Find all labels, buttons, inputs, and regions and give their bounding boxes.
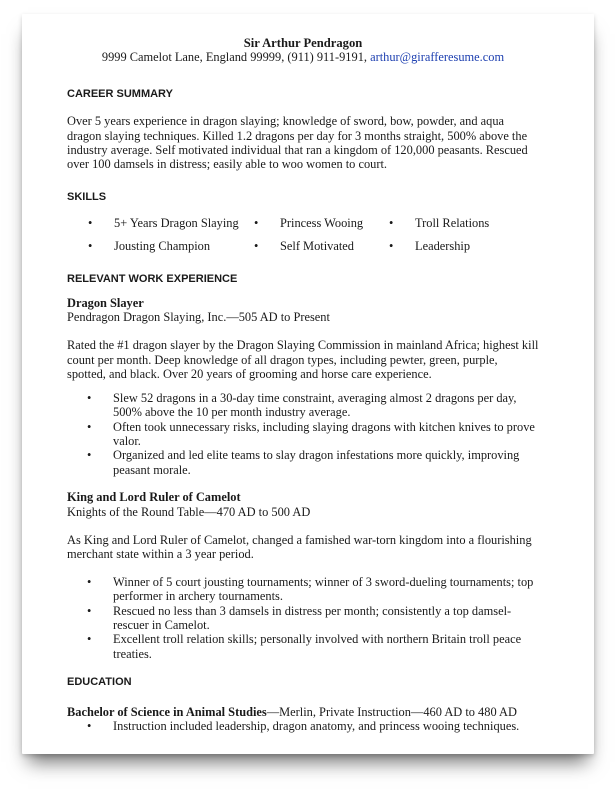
list-item: • Excellent troll relation skills; personally involved with northern Britain troll peace treaties. bbox=[67, 632, 539, 661]
skill-item: • Jousting Champion bbox=[114, 239, 210, 253]
job-description: As King and Lord Ruler of Camelot, changed a famished war-torn kingdom into a flourishing merchant state within a 3 year period. bbox=[67, 532, 532, 562]
degree-name: Bachelor of Science in Animal Studies bbox=[67, 704, 267, 719]
job-description: Rated the #1 dragon slayer by the Dragon Slaying Commission in mainland Africa; highest kill count per month. Deep knowledge of all dragon types, including pewter, green, purple, spotted, and black. Over 20 years of grooming and horse care experience. bbox=[67, 338, 539, 382]
education-heading: EDUCATION bbox=[67, 676, 132, 689]
job-title: Dragon Slayer bbox=[67, 295, 144, 310]
skills-list bbox=[67, 216, 539, 262]
degree-line bbox=[67, 705, 539, 719]
skill-item: • Troll Relations bbox=[415, 216, 489, 230]
list-item: • Often took unnecessary risks, including slaying dragons with kitchen knives to prove valor. bbox=[67, 420, 539, 449]
contact-address: 9999 Camelot Lane, England 99999, (911) 911-9191, bbox=[101, 50, 371, 65]
skill-item: • Self Motivated bbox=[280, 239, 354, 253]
skills-heading: SKILLS bbox=[67, 190, 107, 203]
degree-detail: —Merlin, Private Instruction—460 AD to 480 AD bbox=[266, 704, 517, 719]
skill-item: • Leadership bbox=[415, 239, 470, 253]
career-summary-text: Over 5 years experience in dragon slaying; knowledge of sword, bow, powder, and aqua dragon slaying techniques. Killed 1.2 dragons per day for 3 months straight, 500% above the industry average. Self motivated individual that ran a kingdom of 120,000 peasants. Rescued over 100 damsels in distress; easily able to woo women to court. bbox=[67, 114, 528, 172]
skill-item: • 5+ Years Dragon Slaying bbox=[114, 216, 239, 230]
resume-header bbox=[67, 36, 539, 65]
job-entry bbox=[67, 296, 539, 477]
job-bullets bbox=[67, 575, 539, 661]
job-org: Knights of the Round Table—470 AD to 500 AD bbox=[67, 504, 311, 519]
skill-item: • Princess Wooing bbox=[280, 216, 363, 230]
candidate-name: Sir Arthur Pendragon bbox=[243, 36, 363, 50]
list-item: • Instruction included leadership, dragon anatomy, and princess wooing techniques. bbox=[67, 719, 539, 733]
resume-page bbox=[22, 14, 594, 754]
education-bullets bbox=[67, 719, 539, 733]
education-entry bbox=[67, 705, 539, 734]
list-item: • Winner of 5 court jousting tournaments; winner of 3 sword-dueling tournaments; top performer in archery tournaments. bbox=[67, 575, 539, 604]
email-link[interactable]: arthur@girafferesume.com bbox=[370, 50, 505, 65]
job-bullets bbox=[67, 391, 539, 477]
resume-content bbox=[67, 36, 539, 733]
career-summary-heading: CAREER SUMMARY bbox=[67, 87, 173, 100]
job-title: King and Lord Ruler of Camelot bbox=[67, 490, 241, 505]
job-entry bbox=[67, 490, 539, 661]
list-item: • Slew 52 dragons in a 30-day time constraint, averaging almost 2 dragons per day, 500% above the 10 per month industry average. bbox=[67, 391, 539, 420]
list-item: • Rescued no less than 3 damsels in distress per month; consistently a top damsel-rescuer in Camelot. bbox=[67, 604, 539, 633]
job-org: Pendragon Dragon Slaying, Inc.—505 AD to Present bbox=[67, 310, 330, 325]
experience-heading: RELEVANT WORK EXPERIENCE bbox=[67, 273, 238, 286]
list-item: • Organized and led elite teams to slay dragon infestations more quickly, improving peasant morale. bbox=[67, 448, 539, 477]
contact-line bbox=[67, 50, 539, 64]
